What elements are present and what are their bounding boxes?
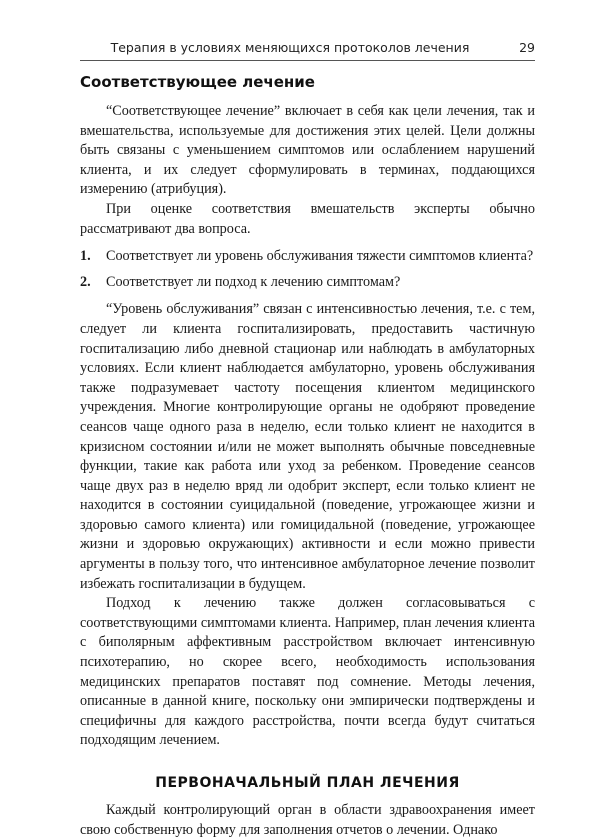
running-title: Терапия в условиях меняющихся протоколов лечения xyxy=(110,40,470,55)
paragraph: Подход к лечению также должен согласовываться с соответствующими симптомами клиента. Например, план лечения клиента с биполярным аффективным расстройством включает интенсивную психотерапию, но скорее всего, необходимость использования медицинских препаратов поставят под сомнение. Методы лечения, описанные в данной книге, поскольку они эмпирически подтверждены и специфичны для каждого расстройства, почти всегда будут считаться подходящим лечением. xyxy=(80,595,535,749)
question-number: 2. xyxy=(80,273,91,290)
question-text: Соответствует ли уровень обслуживания тяжести симптомов клиента? xyxy=(106,248,534,265)
paragraph: Каждый контролирующий орган в области здравоохранения имеет свою собственную форму для заполнения отчетов о лечении. Однако xyxy=(80,802,535,838)
paragraph: При оценке соответствия вмешательств эксперты обычно рассматривают два вопроса. xyxy=(80,200,535,237)
running-header xyxy=(80,38,535,61)
page-number: 29 xyxy=(519,40,535,55)
section-heading-appropriate-treatment: Соответствующее лечение xyxy=(80,73,315,91)
question-number: 1. xyxy=(80,248,91,265)
page-content xyxy=(80,72,535,840)
question-item xyxy=(80,247,535,267)
paragraph: “Соответствующее лечение” включает в себя как цели лечения, так и вмешательства, используемые для достижения этих целей. Цели должны быть связаны с уменьшением симптомов или ослаблением нарушений клиента, и их следует сформулировать в терминах, поддающихся измерению (атрибуция). xyxy=(80,103,535,198)
question-text: Соответствует ли подход к лечению симптомам? xyxy=(106,273,401,290)
question-item xyxy=(80,273,535,293)
paragraph: “Уровень обслуживания” связан с интенсивностью лечения, т.е. с тем, следует ли клиента госпитализировать, предоставить частичную госпитализацию либо дневной стационар или наблюдать в амбулаторных условиях. Если клиент наблюдается амбулаторно, уровень обслуживания также подразумевает частоту посещения клиентом медицинского учреждения. Многие контролирующие органы не одобряют проведение сеансов чаще одного раза в неделю, если только клиент не находится в кризисном состоянии и/или не может выполнять обычные повседневные функции, такие как работа или уход за ребенком. Проведение сеансов чаще двух раз в неделю вряд ли одобрит эксперт, если только клиент не находится в состоянии суицидальной (поведение, угрожающее жизни и здоровью самого клиента) или гомицидальной (поведение, угрожающее жизни и здоровью окружающих) активности и если можно привести аргументы в пользу того, что интенсивное амбулаторное лечение позволит избежать госпитализации в будущем. xyxy=(80,301,535,592)
section-heading-initial-plan: ПЕРВОНАЧАЛЬНЫЙ ПЛАН ЛЕЧЕНИЯ xyxy=(155,775,460,791)
questions-list xyxy=(80,247,535,292)
